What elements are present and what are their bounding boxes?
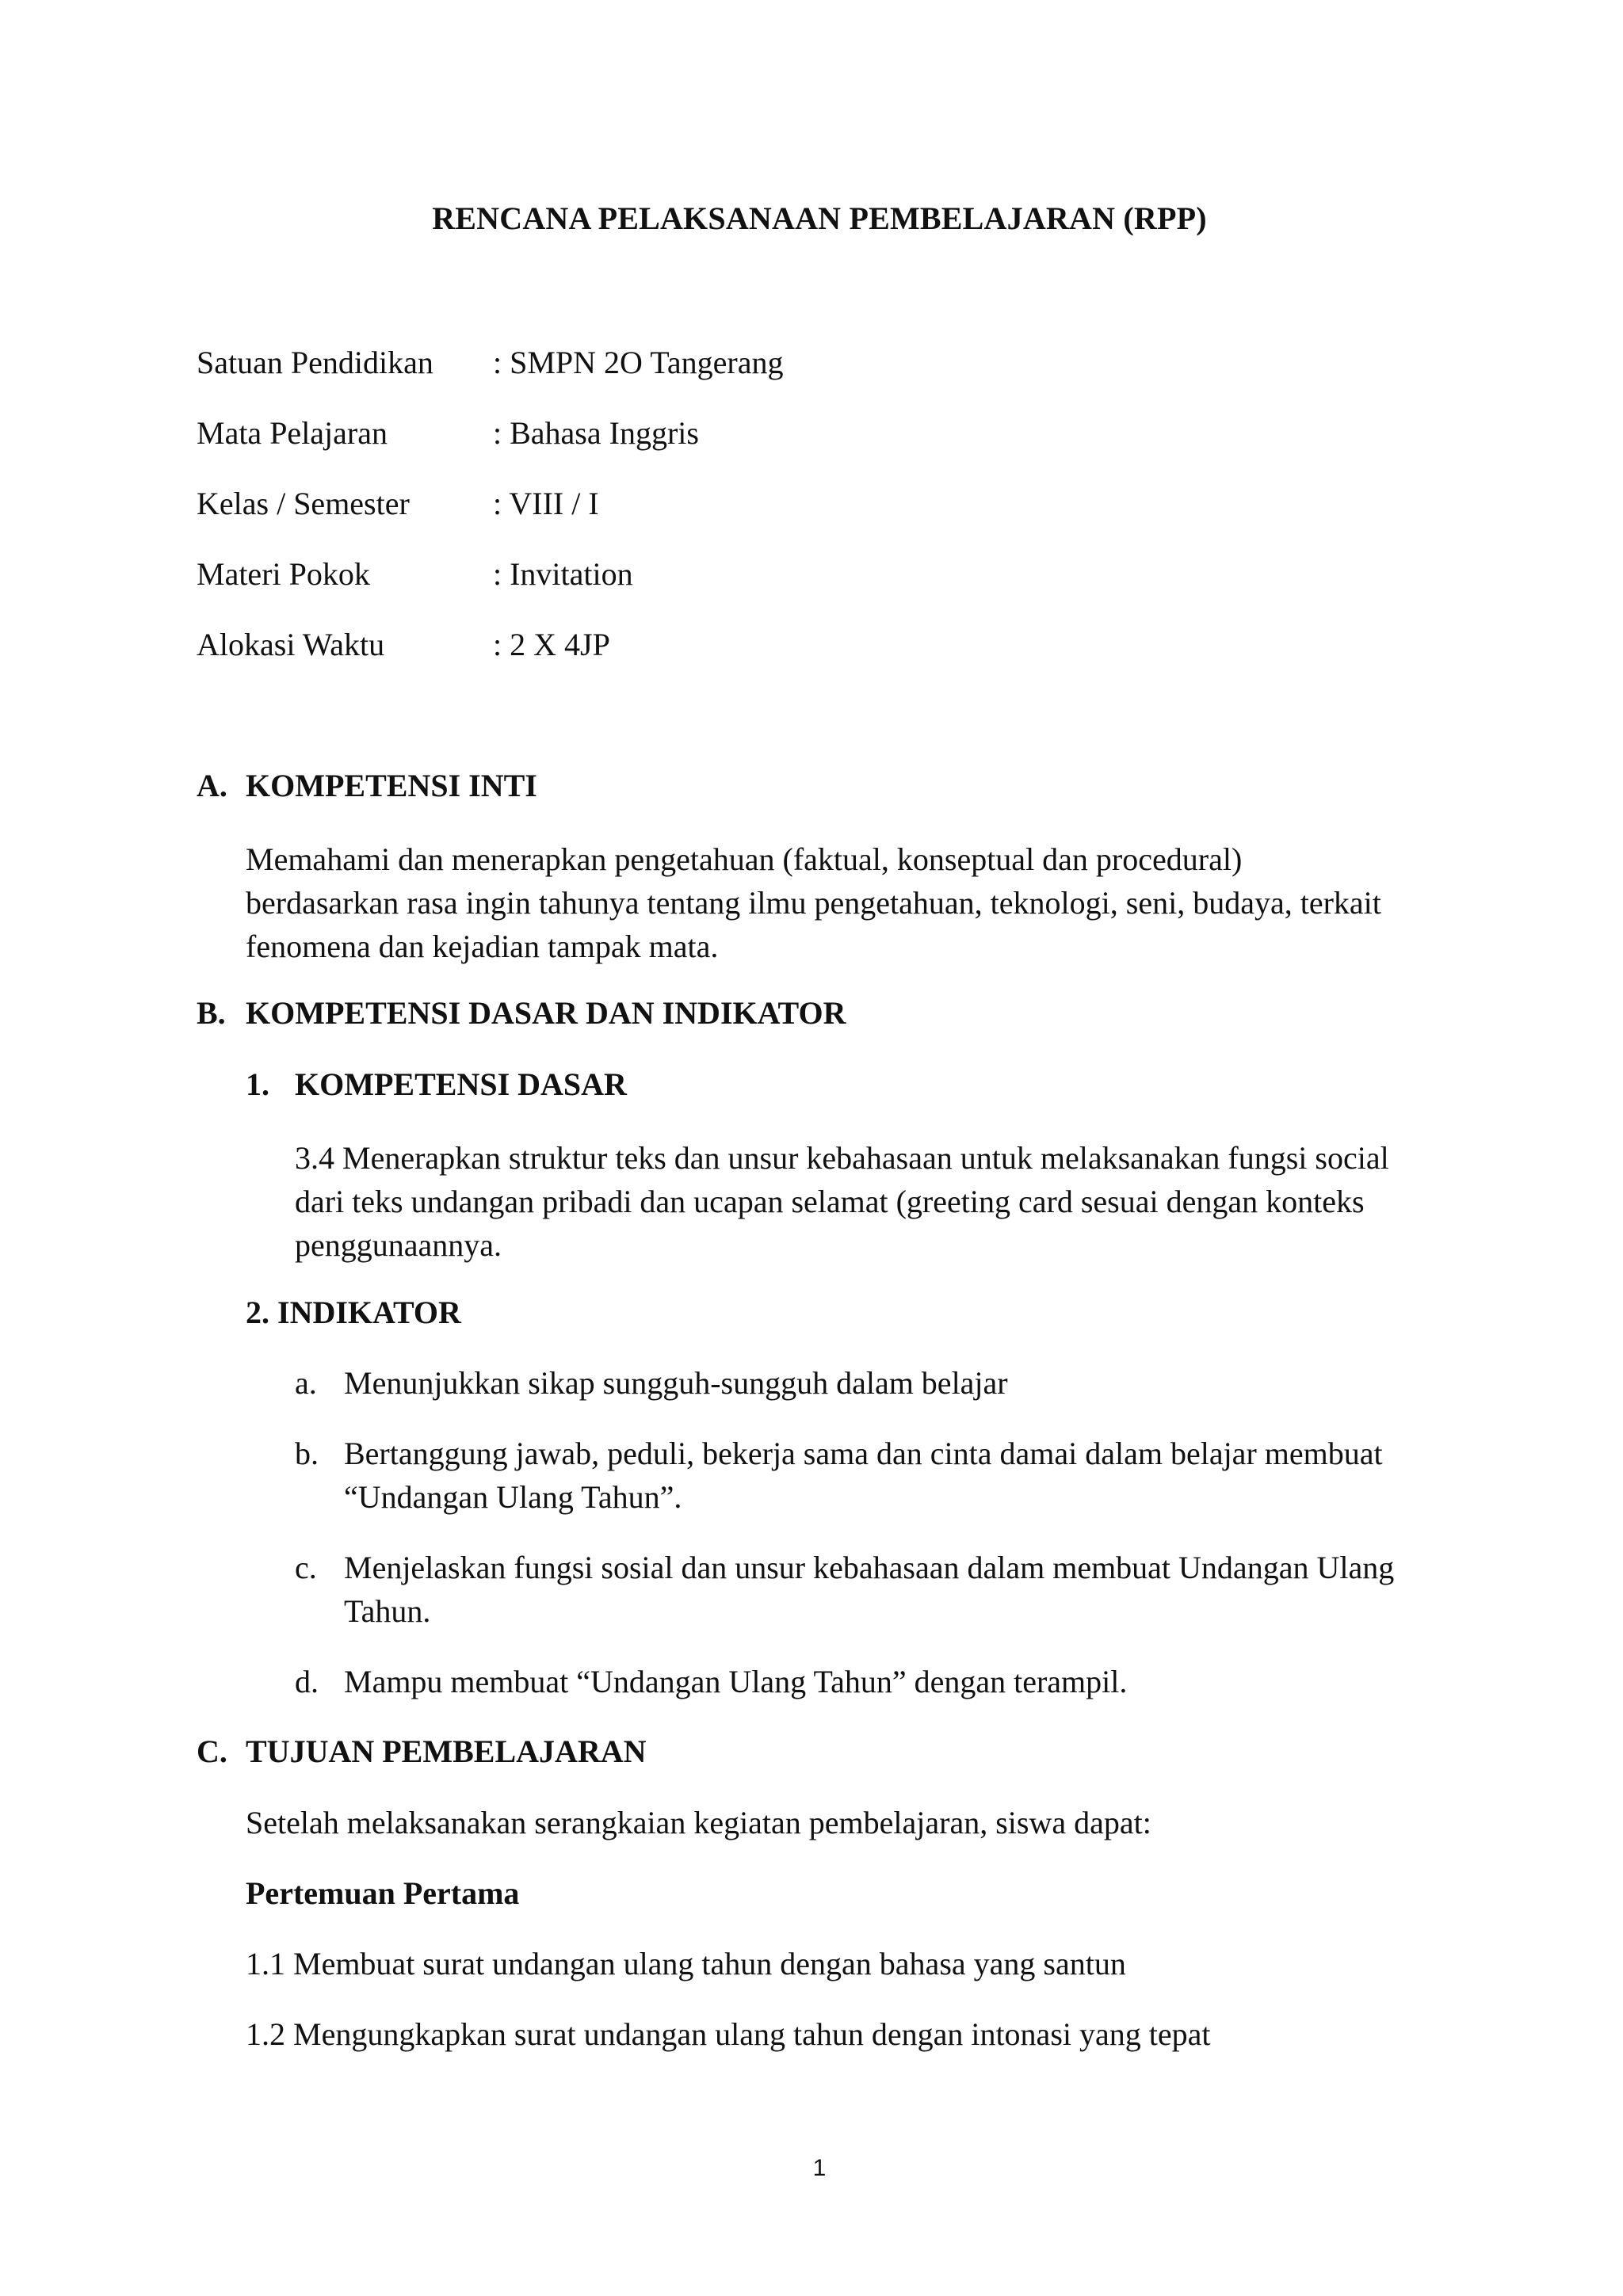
section-title: KOMPETENSI DASAR DAN INDIKATOR (246, 995, 846, 1031)
identity-label: Materi Pokok (197, 556, 370, 592)
subsection-number: 1. (246, 1066, 269, 1102)
section-number: A. (197, 768, 227, 803)
identity-label: Kelas / Semester (197, 486, 410, 521)
identity-value: : Bahasa Inggris (493, 415, 699, 451)
subsection-title: KOMPETENSI DASAR (295, 1066, 627, 1102)
paragraph-line: penggunaannya. (295, 1227, 502, 1263)
section-title: TUJUAN PEMBELAJARAN (246, 1733, 647, 1769)
list-item-text: Bertanggung jawab, peduli, bekerja sama dan cinta damai dalam belajar membuat (344, 1436, 1383, 1471)
list-item-text: Menjelaskan fungsi sosial dan unsur kebahasaan dalam membuat Undangan Ulang (344, 1550, 1395, 1585)
meeting-heading: Pertemuan Pertama (246, 1875, 520, 1911)
identity-label: Alokasi Waktu (197, 627, 385, 662)
list-item-text: Mampu membuat “Undangan Ulang Tahun” dengan terampil. (344, 1664, 1128, 1699)
identity-value: : Invitation (493, 556, 633, 592)
identity-label: Mata Pelajaran (197, 415, 388, 451)
paragraph-line: fenomena dan kejadian tampak mata. (246, 929, 719, 964)
identity-label: Satuan Pendidikan (197, 345, 433, 380)
paragraph-line: Memahami dan menerapkan pengetahuan (faktual, konseptual dan procedural) (246, 841, 1243, 877)
paragraph-line: dari teks undangan pribadi dan ucapan selamat (greeting card sesuai dengan konteks (295, 1184, 1365, 1219)
list-item-text: Tahun. (344, 1593, 431, 1629)
paragraph-line: Setelah melaksanakan serangkaian kegiatan pembelajaran, siswa dapat: (246, 1805, 1151, 1840)
page-number: 1 (812, 2155, 827, 2181)
document-title: RENCANA PELAKSANAAN PEMBELAJARAN (RPP) (432, 200, 1207, 236)
identity-value: : 2 X 4JP (493, 627, 610, 662)
subsection-heading: 2. INDIKATOR (246, 1295, 461, 1330)
identity-value: : VIII / I (493, 486, 599, 521)
section-number: C. (197, 1733, 227, 1769)
section-number: B. (197, 995, 226, 1031)
section-title: KOMPETENSI INTI (246, 768, 537, 803)
list-marker: c. (295, 1550, 317, 1585)
identity-value: : SMPN 2O Tangerang (493, 345, 784, 380)
goal-item: 1.2 Mengungkapkan surat undangan ulang tahun dengan intonasi yang tepat (246, 2016, 1211, 2052)
list-marker: d. (295, 1664, 319, 1699)
list-marker: a. (295, 1365, 317, 1401)
list-marker: b. (295, 1436, 319, 1471)
paragraph-line: berdasarkan rasa ingin tahunya tentang ilmu pengetahuan, teknologi, seni, budaya, terkait (246, 885, 1381, 921)
list-item-text: Menunjukkan sikap sungguh-sungguh dalam belajar (344, 1365, 1008, 1401)
goal-item: 1.1 Membuat surat undangan ulang tahun dengan bahasa yang santun (246, 1946, 1126, 1981)
list-item-text: “Undangan Ulang Tahun”. (344, 1479, 682, 1515)
paragraph-line: 3.4 Menerapkan struktur teks dan unsur kebahasaan untuk melaksanakan fungsi social (295, 1140, 1389, 1176)
